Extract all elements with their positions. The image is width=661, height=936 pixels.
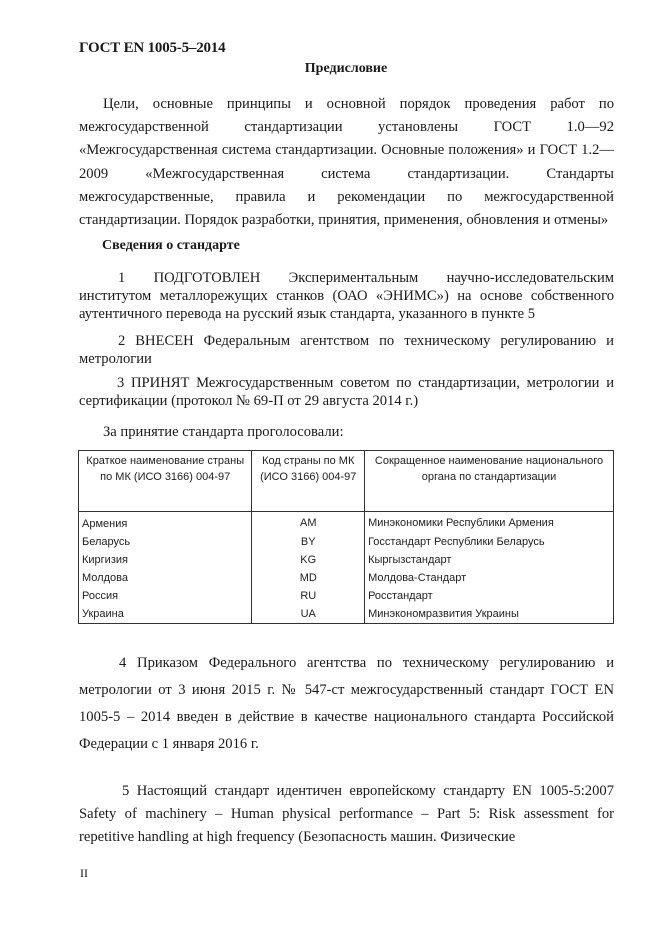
code-cell: BY	[252, 533, 365, 551]
voting-table	[78, 450, 614, 624]
table-row	[79, 533, 614, 551]
code-cell: MD	[252, 569, 365, 587]
subsection-title: Сведения о стандарте	[102, 238, 240, 253]
table-row	[79, 587, 614, 605]
item-1-paragraph: 1 ПОДГОТОВЛЕН Экспериментальным научно-исследовательским институтом металлорежущих станков (ОАО «ЭНИМС») на основе собственного аутентичного перевода на русский язык стандарта, указанного в пункте 5	[79, 270, 614, 322]
country-cell: Киргизия	[79, 551, 252, 569]
code-cell: AM	[252, 512, 365, 534]
country-cell: Россия	[79, 587, 252, 605]
table-row	[79, 569, 614, 587]
table-row	[79, 551, 614, 569]
page-number: II	[80, 866, 88, 880]
code-cell: RU	[252, 587, 365, 605]
body-cell: Росстандарт	[365, 587, 614, 605]
code-cell: KG	[252, 551, 365, 569]
country-cell: Молдова	[79, 569, 252, 587]
body-cell: Кыргызстандарт	[365, 551, 614, 569]
body-cell: Молдова-Стандарт	[365, 569, 614, 587]
body-cell: Минэкономразвития Украины	[365, 605, 614, 624]
voted-label: За принятие стандарта проголосовали:	[103, 424, 344, 440]
country-cell: Беларусь	[79, 533, 252, 551]
body-cell: Госстандарт Республики Беларусь	[365, 533, 614, 551]
table-header-row	[79, 451, 614, 512]
country-cell: Армения	[79, 512, 252, 534]
table-header-cell: Код страны по МК (ИСО 3166) 004-97	[252, 451, 365, 512]
code-cell: UA	[252, 605, 365, 624]
item-4-paragraph: 4 Приказом Федерального агентства по техническому регулированию и метрологии от 3 июня 2015 г. № 547-ст межгосударственный стандарт ГОСТ EN 1005-5 – 2014 введен в действие в качестве национального стандарта Российской Федерации с 1 января 2016 г.	[79, 655, 614, 752]
intro-paragraph: Цели, основные принципы и основной порядок проведения работ по межгосударственной стандартизации установлены ГОСТ 1.0—92 «Межгосударственная система стандартизации. Основные положения» и ГОСТ 1.2—2009 «Межгосударственная система стандартизации. Стандарты межгосударственные, правила и рекомендации по межгосударственной стандартизации. Порядок разработки, принятия, применения, обновления и отмены»	[79, 96, 614, 229]
body-cell: Минэкономики Республики Армения	[365, 512, 614, 534]
document-header: ГОСТ EN 1005-5–2014	[79, 40, 226, 56]
country-cell: Украина	[79, 605, 252, 624]
table-header-cell: Сокращенное наименование национального органа по стандартизации	[365, 451, 614, 512]
item-5-paragraph: 5 Настоящий стандарт идентичен европейскому стандарту EN 1005-5:2007 Safety of machinery – Human physical performance – Part 5: Risk assessment for repetitive handling at high frequency (Безопасность машин. Физические	[79, 783, 614, 845]
table-row	[79, 605, 614, 624]
table-row	[79, 512, 614, 534]
item-2-paragraph: 2 ВНЕСЕН Федеральным агентством по техническому регулированию и метрологии	[79, 333, 614, 367]
section-title: Предисловие	[304, 61, 388, 76]
item-3-paragraph: 3 ПРИНЯТ Межгосударственным советом по стандартизации, метрологии и сертификации (протокол № 69-П от 29 августа 2014 г.)	[79, 375, 614, 409]
table-header-cell: Краткое наименование страны по МК (ИСО 3166) 004-97	[79, 451, 252, 512]
